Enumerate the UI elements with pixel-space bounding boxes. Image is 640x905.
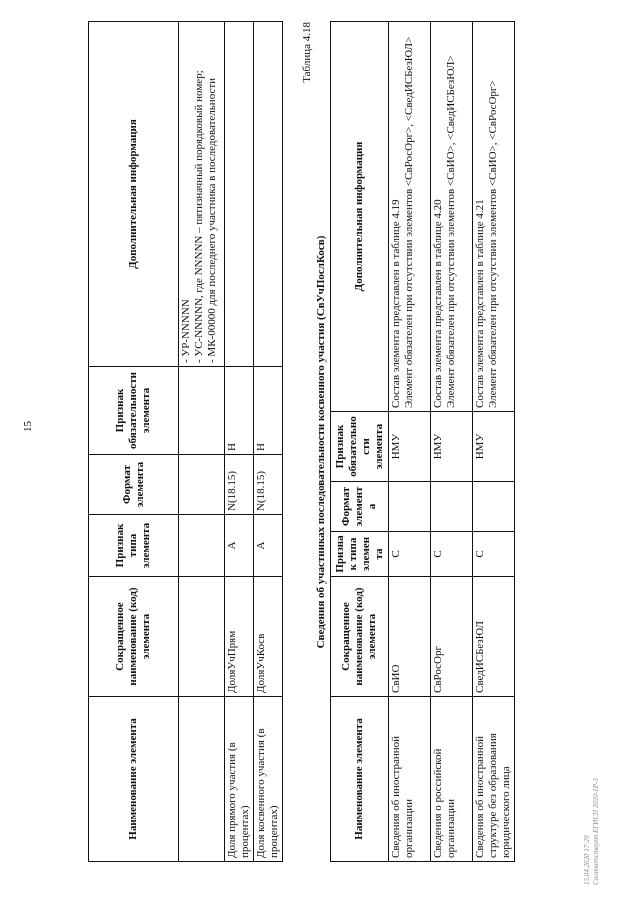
stamp-line-1: 15.04.2020 17:29	[583, 835, 591, 885]
header-name: Наименование элемента	[331, 697, 389, 862]
table-row: Сведения об иностранной организации СвИО С НМУ Состав элемента представлен в таблице 4.19 Элемент обязателен при отсутствии элементов <СвРосОрг>, <СведИСБезЮЛ>	[389, 22, 431, 862]
header-name: Наименование элемента	[89, 697, 179, 862]
header-format: Формат элемента	[89, 455, 179, 515]
table2	[330, 21, 515, 862]
table1-header-row	[89, 22, 179, 862]
scan-stamp	[583, 778, 601, 885]
table-row	[179, 22, 225, 862]
table2-header-row	[331, 22, 389, 862]
header-code: Сокращенное наименование (код) элемента	[89, 577, 179, 697]
table-label: Таблица 4.18	[301, 22, 313, 83]
page-number: 15	[22, 421, 34, 432]
header-info: Дополнительная информация	[331, 22, 389, 412]
table-title: Сведения об участниках последовательности косвенного участия (СвУчПослКосв)	[315, 235, 327, 649]
table2-block	[300, 22, 520, 862]
header-type: Признак типа элемента	[331, 532, 389, 577]
header-type: Признак типа элемента	[89, 515, 179, 577]
header-required: Признак обязательности элемента	[89, 367, 179, 455]
table1	[88, 21, 283, 862]
table-row: Сведения о российской организации СвРосОрг С НМУ Состав элемента представлен в таблице 4.20 Элемент обязателен при отсутствии элементов <СвИО>, <СведИСБезЮЛ>	[431, 22, 473, 862]
table-row: Доля косвенного участия (в процентах) ДоляУчКосв А N(18.15) Н	[254, 22, 283, 862]
stamp-line-2: Соответствует ЕГИСП 2020-1Р-3	[592, 778, 600, 885]
info-cell: - УР-NNNNN - УС-NNNNN, где NNNNN – пятизначный порядковый номер; - МК-00000 для последнего участника в последовательности	[179, 22, 225, 367]
header-required: Признак обязательности элемента	[331, 412, 389, 482]
table1-block	[88, 22, 280, 862]
table-row: Доля прямого участия (в процентах) ДоляУчПрям А N(18.15) Н	[225, 22, 254, 862]
header-format: Формат элемента	[331, 482, 389, 532]
header-info: Дополнительная информация	[89, 22, 179, 367]
header-code: Сокращенное наименование (код) элемента	[331, 577, 389, 697]
table-row: Сведения об иностранной структуре без образования юридического лица СведИСБезЮЛ С НМУ Состав элемента представлен в таблице 4.21 Элемент обязателен при отсутствии элементов <СвИО>, <СвРосОрг>	[473, 22, 515, 862]
